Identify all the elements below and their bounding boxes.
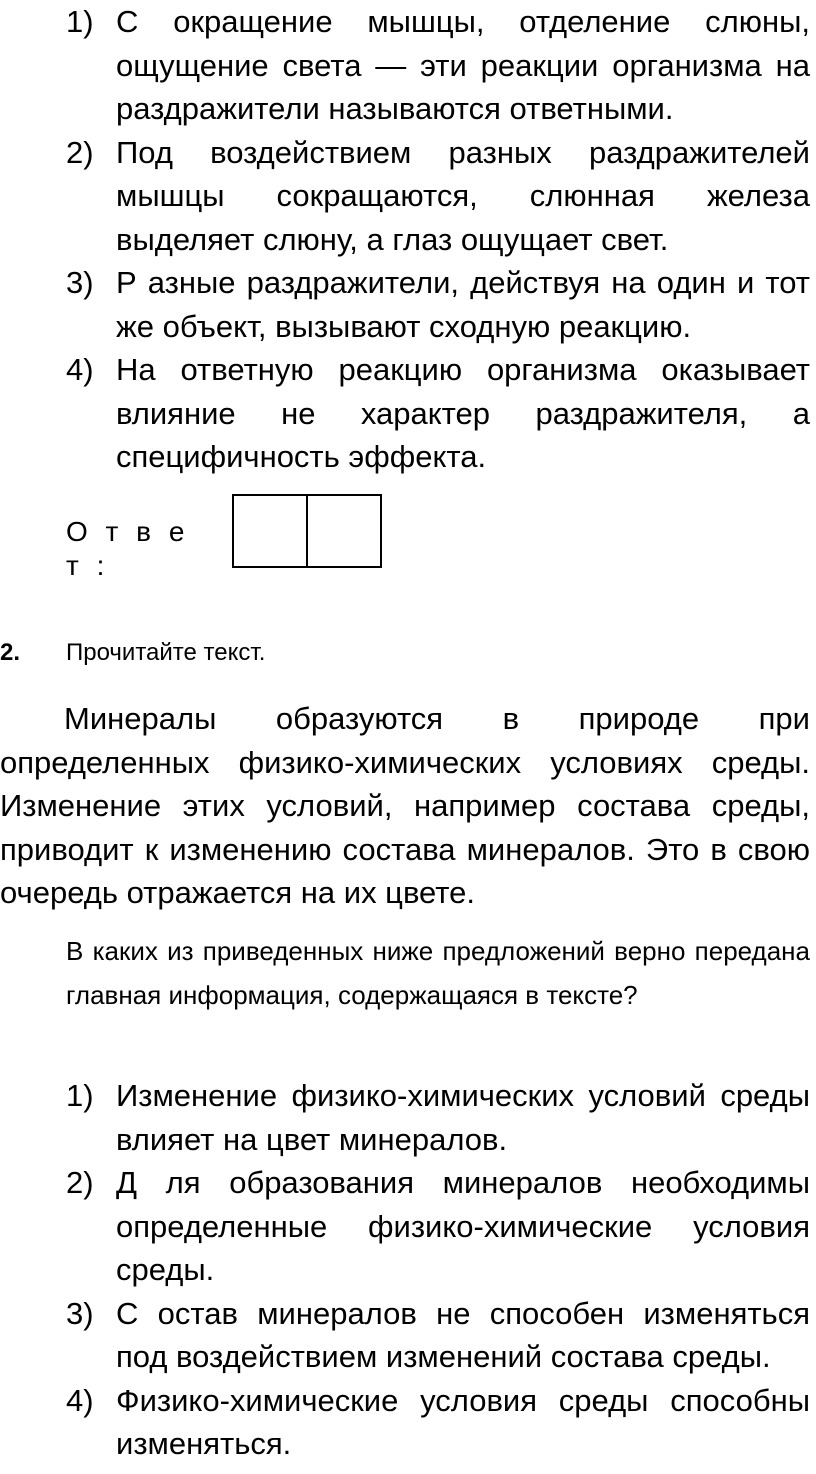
option-number: 2)	[66, 1165, 94, 1200]
task2-options-list	[66, 1074, 810, 1466]
answer-cell-2[interactable]	[306, 496, 380, 566]
option-text: Под воздействием разных раздражителей мышцы сокращаются, слюнная железа выделяет слюну, а глаз ощущает свет.	[116, 134, 810, 257]
option-number: 2)	[66, 134, 94, 170]
option-text: На ответную реакцию организма оказывает влияние не характер раздражителя, а специфичность эффекта.	[116, 352, 810, 474]
reading-passage: Минералы образуются в природе при определенных физико-химических условиях среды. Изменение этих условий, например состава среды, приводит к изменению состава минералов. Это в свою очередь отражается на их цвете.	[0, 701, 810, 910]
option-number: 3)	[66, 1295, 94, 1331]
task2-option-4	[66, 1379, 810, 1466]
task-number: 2.	[0, 639, 21, 666]
task1-option-4	[66, 348, 810, 479]
option-text: Изменение физико-химических условий среды влияет на цвет минералов.	[116, 1078, 810, 1157]
option-number: 4)	[66, 352, 94, 387]
option-number: 3)	[66, 265, 94, 300]
option-text: Физико-химические условия среды способны изменяться.	[116, 1382, 810, 1461]
option-text: Р азные раздражители, действуя на один и тот же объект, вызывают сходную реакцию.	[116, 265, 810, 344]
option-number: 4)	[66, 1382, 94, 1418]
option-number: 1)	[66, 1078, 94, 1113]
answer-cell-1[interactable]	[234, 496, 306, 566]
task1-option-2	[66, 131, 810, 262]
task2-option-3	[66, 1292, 810, 1379]
task-instruction: Прочитайте текст.	[66, 639, 266, 666]
option-text: С окращение мышцы, отделение слюны, ощущение света — эти реакции организма на раздражители называются ответными.	[116, 4, 810, 126]
option-number: 1)	[66, 4, 94, 39]
option-text: Д ля образования минералов необходимы определенные физико-химические условия среды.	[116, 1165, 810, 1287]
task2-option-2	[66, 1161, 810, 1292]
answer-boxes[interactable]	[232, 494, 382, 568]
task1-option-1	[66, 0, 810, 131]
option-text: С остав минералов не способен изменяться под воздействием изменений состава среды.	[116, 1295, 810, 1374]
task2-option-1	[66, 1074, 810, 1161]
question-text: В каких из приведенных ниже предложений верно передана главная информация, содержащаяся в тексте?	[66, 936, 810, 1010]
task1-options-list	[66, 0, 810, 479]
task1-option-3	[66, 261, 810, 348]
answer-label: О т в е т :	[66, 516, 190, 581]
